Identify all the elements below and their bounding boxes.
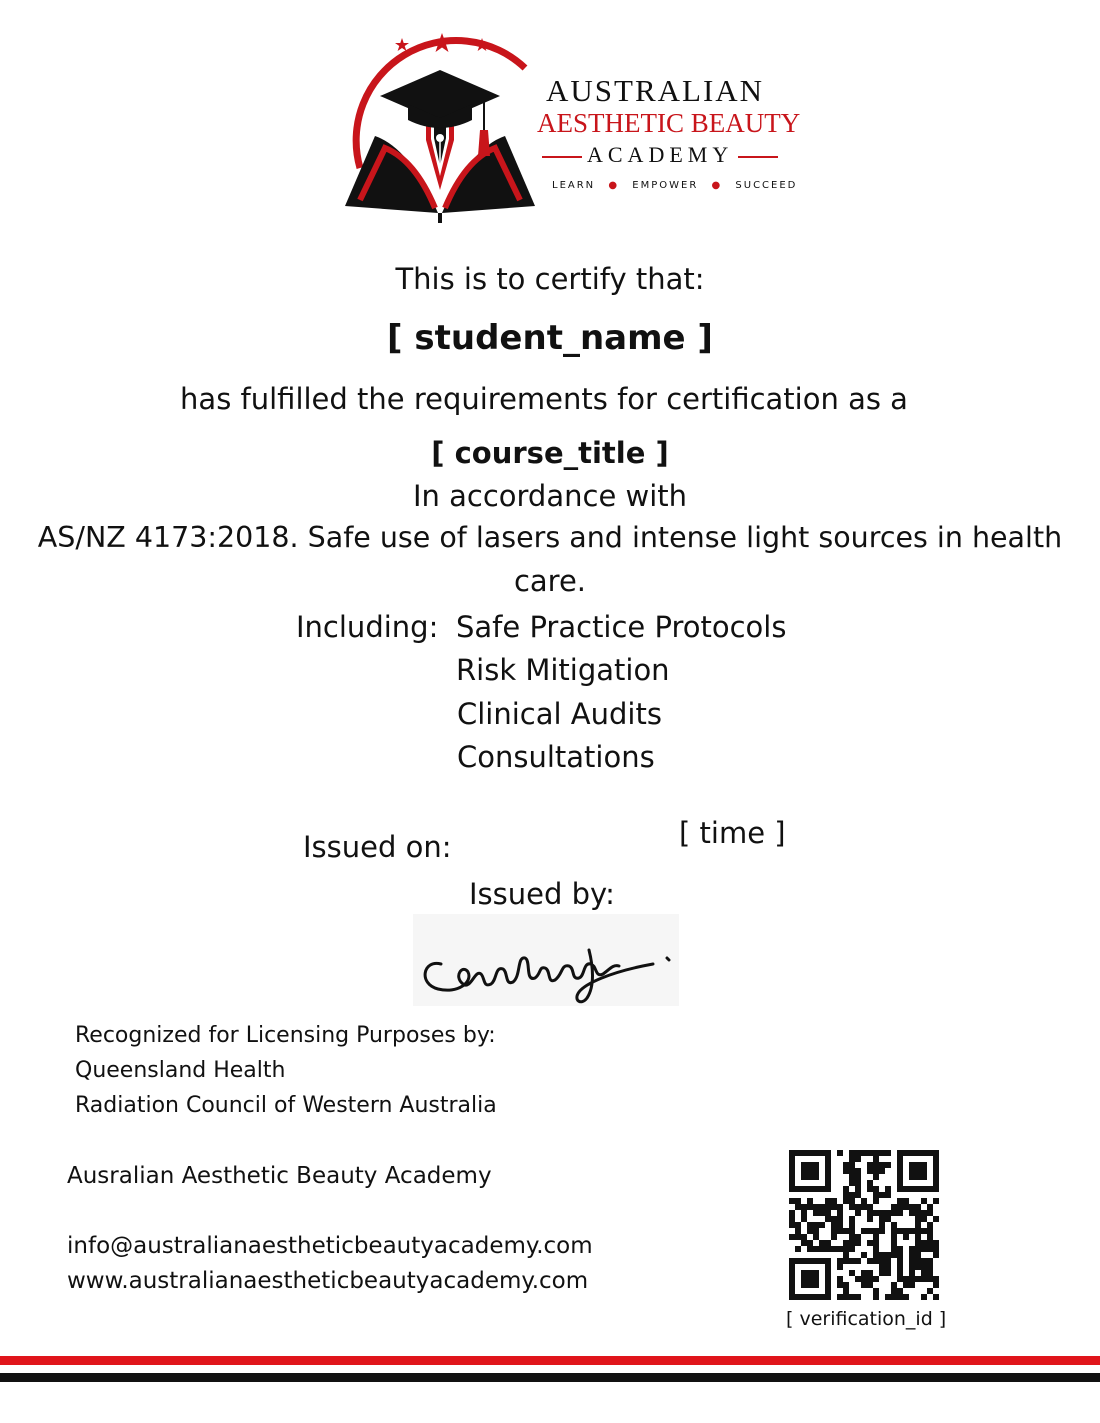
recognition-body: Radiation Council of Western Australia [75, 1093, 497, 1118]
recognition-heading: Recognized for Licensing Purposes by: [75, 1023, 496, 1048]
logo-divider-right [738, 156, 778, 158]
certify-intro: This is to certify that: [395, 262, 705, 296]
recognition-body: Queensland Health [75, 1058, 286, 1083]
including-item: Risk Mitigation [456, 653, 670, 687]
star-icon [395, 38, 409, 51]
course-title: [ course_title ] [431, 436, 669, 470]
tagline-learn: LEARN [552, 180, 596, 191]
footer-website[interactable]: www.australianaestheticbeautyacademy.com [67, 1268, 589, 1294]
logo-tagline [552, 180, 797, 191]
qr-code-icon[interactable] [789, 1150, 939, 1300]
student-name: [ student_name ] [387, 318, 713, 358]
footer-bar-black [0, 1373, 1100, 1382]
verification-id: [ verification_id ] [786, 1308, 947, 1330]
footer-email[interactable]: info@australianaestheticbeautyacademy.com [67, 1233, 593, 1259]
standard-line-1: AS/NZ 4173:2018. Safe use of lasers and intense light sources in health [37, 521, 1063, 554]
including-label: Including: [296, 610, 439, 644]
tagline-bullet: ● [711, 180, 723, 191]
issued-on-label: Issued on: [303, 830, 452, 864]
academy-logo [330, 18, 801, 302]
including-item: Clinical Audits [457, 697, 662, 731]
logo-divider-left [542, 156, 582, 158]
fulfilled-statement: has fulfilled the requirements for certification as a [180, 382, 908, 416]
issued-by-label: Issued by: [469, 877, 615, 911]
tagline-bullet: ● [608, 180, 620, 191]
accordance-label: In accordance with [412, 479, 688, 513]
footer-org-name: Ausralian Aesthetic Beauty Academy [67, 1163, 492, 1189]
including-item: Safe Practice Protocols [456, 610, 787, 644]
tagline-empower: EMPOWER [632, 180, 699, 191]
issued-on-value: [ time ] [679, 816, 786, 850]
logo-line-aesthetic-beauty: AESTHETIC BEAUTY [537, 108, 801, 138]
including-item: Consultations [457, 740, 655, 774]
tagline-succeed: SUCCEED [735, 180, 798, 191]
footer-bar-red [0, 1356, 1100, 1365]
logo-line-australian: AUSTRALIAN [546, 73, 765, 108]
signature-image [413, 914, 679, 1006]
pen-nib-icon [426, 118, 454, 190]
logo-line-academy: ACADEMY [587, 142, 734, 167]
standard-line-2: care. [513, 564, 587, 598]
